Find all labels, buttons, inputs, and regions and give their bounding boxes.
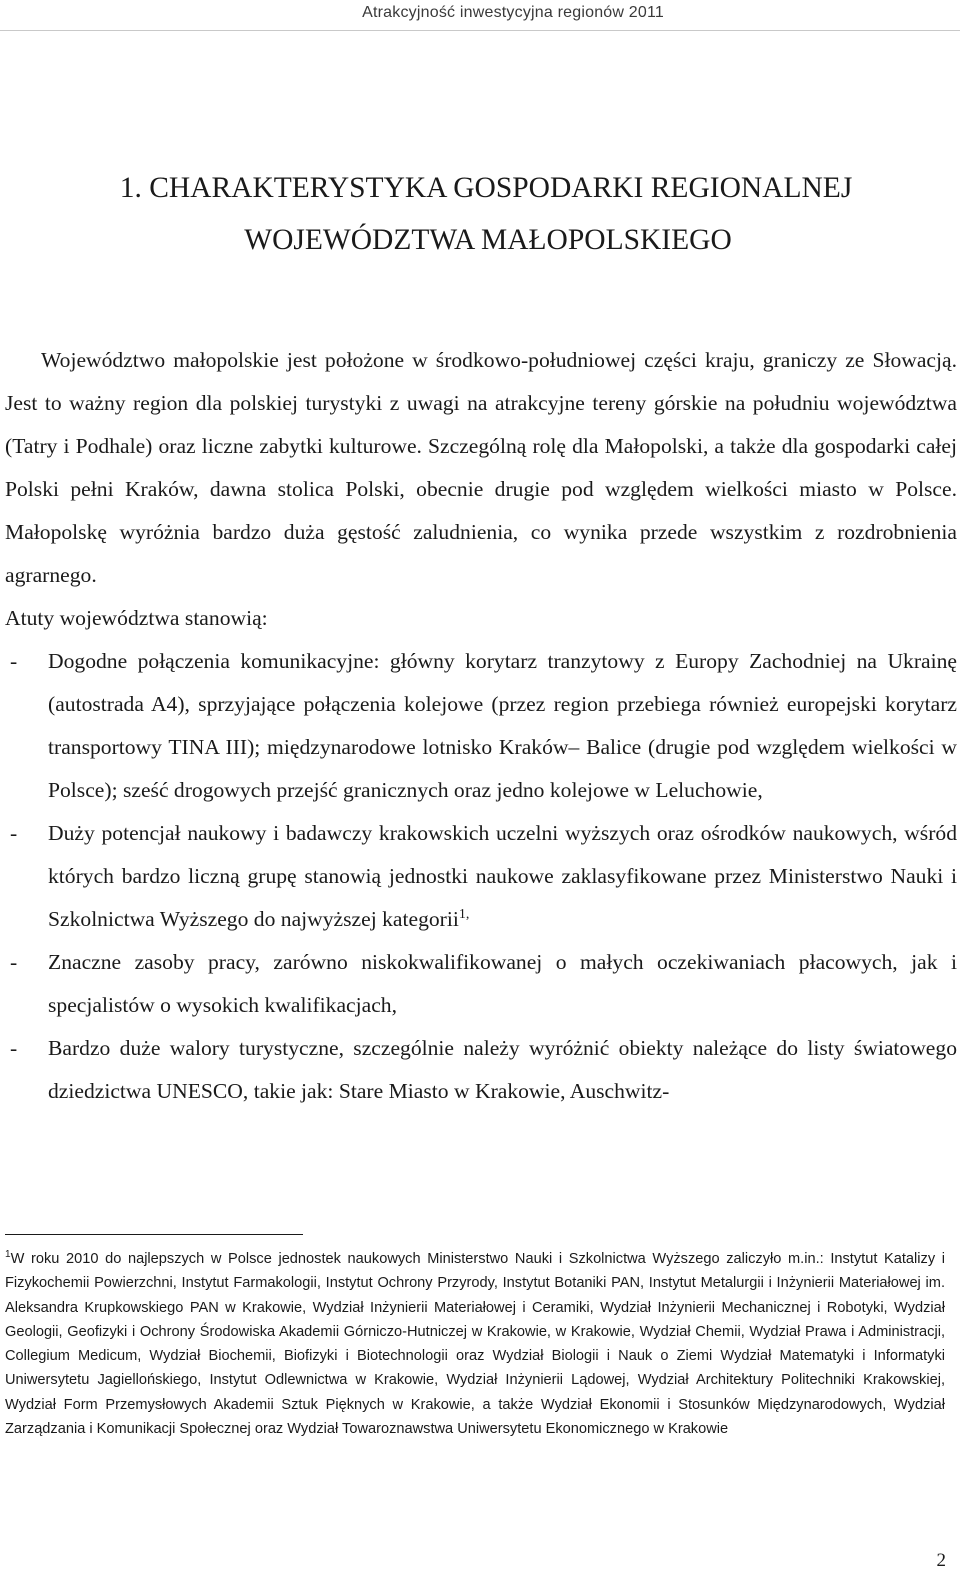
running-header-title: Atrakcyjność inwestycyjna regionów 2011 xyxy=(362,4,664,21)
footnote-text: W roku 2010 do najlepszych w Polsce jednostek naukowych Ministerstwo Nauki i Szkolnictwa Wyższego zaliczyło m.in.: Instytut Katalizy i Fizykochemii Powierzchni, Instytut Farmakologii, Instytut Ochrony Przyrody, Instytut Botaniki PAN, Instytut Metalurgii i Inżynierii Materiałowej im. Aleksandra Krupkowskiego PAN w Krakowie, Wydział Inżynierii Materiałowej i Ceramiki, Wydział Inżynierii Mechanicznej i Robotyki, Wydział Geologii, Geofizyki i Ochrony Środowiska Akademii Górniczo-Hutniczej w Krakowie, w Krakowie, Wydział Chemii, Wydział Prawa i Administracji, Collegium Medicum, Wydział Biochemii, Biofizyki i Biotechnologii oraz Wydział Biologii i Nauk o Ziemi Wydział Matematyki i Informatyki Uniwersytetu Jagiellońskiego, Instytut Odlewnictwa w Krakowie, Wydział Inżynierii Lądowej, Wydział Architektury Politechniki Krakowskiej, Wydział Form Przemysłowych Akademii Sztuk Pięknych w Krakowie, a także Wydział Ekonomii i Stosunków Międzynarodowych, Wydział Zarządzania i Komunikacji Społecznej oraz Wydział Towaroznawstwa Uniwersytetu Ekonomicznego w Krakowie xyxy=(5,1251,945,1438)
list-dash: - xyxy=(10,1036,18,1060)
list-dash: - xyxy=(10,950,18,974)
chapter-title-line-2: WOJEWÓDZTWA MAŁOPOLSKIEGO xyxy=(244,224,732,256)
list-item xyxy=(5,640,957,812)
atuty-intro: Atuty województwa stanowią: xyxy=(5,606,268,630)
list-item-text: Znaczne zasoby pracy, zarówno niskokwalifikowanej o małych oczekiwaniach płacowych, jak i specjalistów o wysokich kwalifikacjach, xyxy=(48,950,957,1017)
intro-paragraph: Województwo małopolskie jest położone w środkowo-południowej części kraju, graniczy ze Słowacją. Jest to ważny region dla polskiej turystyki z uwagi na atrakcyjne tereny górskie na południu województwa (Tatry i Podhale) oraz liczne zabytki kulturowe. Szczególną rolę dla Małopolski, a także dla gospodarki całej Polski pełni Kraków, dawna stolica Polski, obecnie drugie pod względem wielkości miasto w Polsce. Małopolskę wyróżnia bardzo duża gęstość zaludnienia, co wynika przede wszystkim z rozdrobnienia agrarnego. xyxy=(5,348,957,587)
list-dash: - xyxy=(10,821,18,845)
footnote-marker: 1 xyxy=(5,1249,11,1261)
list-item-text: Dogodne połączenia komunikacyjne: główny korytarz tranzytowy z Europy Zachodniej na Ukrainę (autostrada A4), sprzyjające połączenia kolejowe (przez region przebiega również europejski korytarz transportowy TINA III); międzynarodowe lotnisko Kraków– Balice (drugie pod względem wielkości w Polsce); sześć drogowych przejść granicznych oraz jedno kolejowe w Leluchowie, xyxy=(48,649,957,802)
footnote xyxy=(5,1247,945,1441)
running-header xyxy=(0,0,960,31)
list-item xyxy=(5,1027,957,1113)
footnote-reference[interactable]: 1, xyxy=(458,906,470,922)
footnote-separator xyxy=(5,1234,303,1235)
list-item xyxy=(5,941,957,1027)
atuty-list xyxy=(5,640,957,1113)
list-item-text: Bardzo duże walory turystyczne, szczególnie należy wyróżnić obiekty należące do listy światowego dziedzictwa UNESCO, takie jak: Stare Miasto w Krakowie, Auschwitz- xyxy=(48,1036,957,1103)
list-item xyxy=(5,812,957,941)
page-number: 2 xyxy=(936,1550,946,1571)
chapter-title-line-1: 1. CHARAKTERYSTYKA GOSPODARKI REGIONALNEJ xyxy=(119,172,853,204)
list-item-text: Duży potencjał naukowy i badawczy krakowskich uczelni wyższych oraz ośrodków naukowych, wśród których bardzo liczną grupę stanowią jednostki naukowe zaklasyfikowane przez Ministerstwo Nauki i Szkolnictwa Wyższego do najwyższej kategorii xyxy=(48,821,957,931)
list-dash: - xyxy=(10,649,18,673)
